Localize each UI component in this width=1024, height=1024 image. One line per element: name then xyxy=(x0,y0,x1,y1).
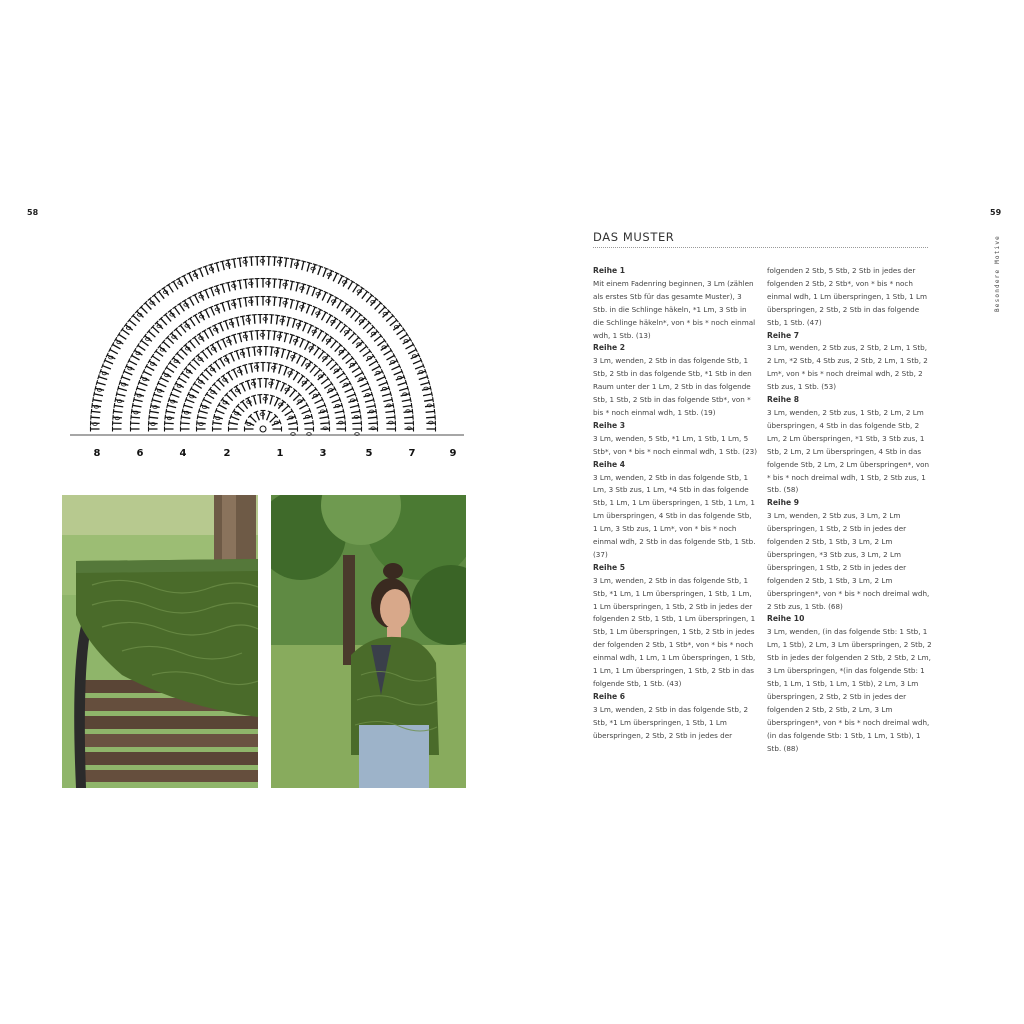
stitch-symbol xyxy=(102,363,111,369)
chart-row-number: 2 xyxy=(223,448,231,459)
stitch-symbol xyxy=(267,331,272,340)
stitch-symbol xyxy=(276,347,281,356)
stitch-symbol xyxy=(289,368,295,377)
stitch-symbol xyxy=(330,392,339,398)
stitch-symbol xyxy=(281,349,286,358)
row-block-3 xyxy=(593,420,758,459)
stitch-symbol xyxy=(305,427,314,436)
row-block-7 xyxy=(767,330,932,395)
stitch-symbol xyxy=(202,397,211,403)
stitch-symbol xyxy=(239,382,245,391)
stitch-symbol xyxy=(237,298,242,307)
stitch-symbol xyxy=(228,352,234,361)
row-block-4 xyxy=(593,459,758,562)
stitch-symbol xyxy=(402,397,411,402)
row-title: Reihe 1 xyxy=(593,266,626,275)
stitch-symbol xyxy=(406,342,415,349)
stitch-symbol xyxy=(139,305,147,313)
stitch-symbol xyxy=(306,304,312,313)
stitch-symbol xyxy=(165,415,174,420)
stitch-symbol xyxy=(266,297,271,306)
row-text: 3 Lm, wenden, 2 Stb zus, 2 Stb, 2 Lm, 1 Stb, 2 Lm, *2 Stb, 4 Stb zus, 2 Stb, 2 Lm, 1 Stb, 2 Lm*, von * bis * noch dreimal wdh, 2 Stb, 2 Stb zus, 1 Stb. (53) xyxy=(767,343,928,392)
running-head: Besondere Motive xyxy=(994,235,1001,312)
stitch-symbol xyxy=(310,364,318,373)
stitch-symbol xyxy=(306,360,313,369)
stitch-symbol xyxy=(296,260,301,269)
stitch-symbol xyxy=(273,363,278,372)
stitch-symbol xyxy=(264,347,269,356)
stitch-symbol xyxy=(284,298,289,307)
stitch-symbol xyxy=(288,420,297,425)
stitch-symbol xyxy=(261,363,266,372)
stitch-symbol xyxy=(197,420,206,425)
stitch-symbol xyxy=(382,391,391,396)
stitch-symbol xyxy=(278,332,283,341)
stitch-symbol xyxy=(368,415,377,420)
stitch-symbol xyxy=(121,375,130,380)
stitch-symbol xyxy=(384,348,393,355)
stitch-symbol xyxy=(293,371,300,380)
stitch-symbol xyxy=(322,311,329,320)
row-title: Reihe 8 xyxy=(767,395,800,405)
row-text: 3 Lm, wenden, 2 Stb in das folgende Stb, 1 Stb, 2 Stb in das folgende Stb, *1 Stb in den Raum unter der 1 Lm, 2 Stb in das folgende Stb, 1 Stb, 2 Stb in das folgende Stb*, von * bis * noch einmal wdh, 1 Stb. (19) xyxy=(593,356,752,417)
stitch-symbol xyxy=(162,370,171,377)
stitch-symbol xyxy=(136,386,145,391)
stitch-symbol xyxy=(214,414,223,419)
stitch-symbol xyxy=(149,415,158,420)
row-block-2 xyxy=(593,342,758,419)
stitch-symbol xyxy=(203,289,209,298)
stitch-symbol xyxy=(175,352,184,360)
stitch-symbol xyxy=(315,397,324,403)
stitch-symbol xyxy=(352,421,361,426)
stitch-symbol xyxy=(203,309,209,318)
row-text: 3 Lm, wenden, 2 Stb zus, 3 Lm, 2 Lm überspringen, 1 Stb, 2 Stb in jedes der folgenden 2 Stb, 1 Stb, 3 Lm, 2 Lm überspringen, *3 Stb zus, 3 Lm, 2 Lm überspringen, 1 Stb, 2 Stb in jedes der folgenden 2 Stb, 1 Stb, 3 Lm, 2 Lm überspringen*, von * bis * noch dreimal wdh, 2 Stb zus, 1 Stb. (68) xyxy=(767,511,930,611)
stitch-symbol xyxy=(151,354,160,361)
stitch-symbol xyxy=(229,427,238,432)
stitch-symbol xyxy=(371,297,379,306)
stitch-symbol xyxy=(131,421,140,426)
stitch-symbol xyxy=(303,322,309,331)
stitch-symbol xyxy=(326,336,333,345)
stitch-symbol xyxy=(251,379,256,388)
row-block-9 xyxy=(767,497,932,613)
stitch-symbol xyxy=(181,421,190,426)
stitch-symbol xyxy=(306,382,314,390)
stitch-symbol xyxy=(426,409,435,414)
stitch-symbol xyxy=(299,403,308,410)
stitch-symbol xyxy=(273,427,282,432)
row-text: 3 Lm, wenden, 5 Stb, *1 Lm, 1 Stb, 1 Lm, 5 Stb*, von * bis * noch einmal wdh, 1 Stb. (23) xyxy=(593,433,758,456)
stitch-symbol xyxy=(270,395,275,404)
stitch-symbol xyxy=(331,317,338,326)
stitch-symbol xyxy=(281,316,286,325)
chart-row-number: 6 xyxy=(136,448,144,459)
stitch-symbol xyxy=(337,427,346,432)
stitch-symbol xyxy=(337,371,346,378)
stitch-symbol xyxy=(257,378,262,387)
chart-row-number: 9 xyxy=(449,448,457,459)
stitch-symbol xyxy=(242,364,247,373)
stitch-symbol xyxy=(91,415,100,420)
stitch-symbol xyxy=(166,409,175,414)
stitch-symbol xyxy=(314,347,321,356)
stitch-symbol xyxy=(132,403,141,408)
stitch-symbol xyxy=(419,374,428,379)
page-number-right: 59 xyxy=(990,208,1002,217)
stitch-symbol xyxy=(359,317,367,325)
stitch-symbol xyxy=(386,415,395,424)
stitch-symbol xyxy=(350,403,359,408)
row-text: Mit einem Fadenring beginnen, 3 Lm (zählen als erstes Stb für das gesamte Muster), 3 Stb. in die Schlinge häkeln, *1 Lm, 3 Stb in die Schlinge häkeln*, von * bis * noch einmal wdh, 1 Stb. (13) xyxy=(593,278,756,340)
stitch-symbol xyxy=(289,427,298,436)
row-text: 3 Lm, wenden, 2 Stb zus, 1 Stb, 2 Lm, 2 Lm überspringen, 4 Stb in das folgende Stb, 2 Lm, 2 Lm überspringen, *1 Stb, 3 Stb zus, 1 Stb, 2 Lm, 2 Lm überspringen, 4 Stb in das folgende Stb, 2 Lm, 2 Lm überspringen*, von * bis * noch dreimal wdh, 1 Stb, 2 Stb zus, 1 Stb. (58) xyxy=(767,407,930,495)
stitch-symbol xyxy=(320,420,329,429)
stitch-symbol xyxy=(348,280,355,289)
stitch-symbol xyxy=(225,393,233,401)
stitch-symbol xyxy=(360,381,369,387)
stitch-symbol xyxy=(152,294,160,303)
stitch-symbol xyxy=(131,427,140,432)
stitch-symbol xyxy=(290,281,295,290)
stitch-symbol xyxy=(197,268,203,277)
stitch-symbol xyxy=(284,258,289,267)
stitch-symbol xyxy=(351,309,359,318)
chart-center-ring xyxy=(260,426,266,432)
stitch-symbol xyxy=(404,421,413,430)
stitch-symbol xyxy=(413,358,422,364)
stitch-symbol xyxy=(352,365,361,372)
stitch-symbol xyxy=(269,315,274,324)
stitch-symbol xyxy=(328,270,334,279)
chart-row-number: 1 xyxy=(276,448,284,459)
photo-woman-wearing-shawl xyxy=(271,495,466,788)
stitch-symbol xyxy=(131,409,140,414)
stitch-symbol xyxy=(346,306,353,315)
stitch-symbol xyxy=(278,400,285,409)
stitch-symbol xyxy=(375,301,383,309)
stitch-symbol xyxy=(220,284,225,293)
stitch-symbol xyxy=(200,350,208,359)
stitch-symbol xyxy=(285,385,292,394)
stitch-symbol xyxy=(278,257,283,266)
stitch-symbol xyxy=(188,340,196,349)
stitch-symbol xyxy=(152,397,161,402)
page-number-left: 58 xyxy=(27,208,39,217)
stitch-symbol xyxy=(116,391,125,396)
stitch-symbol xyxy=(365,397,374,402)
stitch-symbol xyxy=(246,347,251,356)
stitch-symbol xyxy=(168,309,176,318)
chart-row-number: 3 xyxy=(319,448,327,459)
stitch-symbol xyxy=(128,318,137,326)
stitch-symbol xyxy=(270,379,275,388)
section-title: DAS MUSTER xyxy=(593,230,928,248)
stitch-symbol xyxy=(177,376,186,383)
instructions-column-1 xyxy=(593,265,758,743)
stitch-symbol xyxy=(165,427,174,432)
stitch-symbol xyxy=(213,427,222,432)
stitch-symbol xyxy=(255,297,260,306)
stitch-symbol xyxy=(326,358,334,366)
stitch-symbol xyxy=(249,257,254,266)
stitch-symbol xyxy=(264,394,269,403)
stitch-symbol xyxy=(304,420,313,425)
row-block-8 xyxy=(767,394,932,497)
stitch-symbol xyxy=(190,386,199,393)
stitch-symbol xyxy=(292,352,298,361)
stitch-symbol xyxy=(252,315,257,324)
stitch-symbol xyxy=(369,359,378,366)
stitch-symbol xyxy=(386,314,395,322)
stitch-symbol xyxy=(181,427,190,432)
stitch-symbol xyxy=(423,392,432,397)
stitch-symbol xyxy=(344,328,352,336)
stitch-symbol xyxy=(96,380,105,385)
stitch-symbol xyxy=(251,395,256,404)
stitch-symbol xyxy=(339,347,347,355)
stitch-symbol xyxy=(337,299,344,308)
stitch-symbol xyxy=(92,403,101,408)
stitch-symbol xyxy=(302,378,310,386)
row-block-6-continued xyxy=(767,265,932,330)
stitch-symbol xyxy=(387,427,396,432)
stitch-symbol xyxy=(215,408,224,414)
stitch-symbol xyxy=(231,259,236,268)
row-text: folgenden 2 Stb, 5 Stb, 2 Stb in jedes der folgenden 2 Stb, 2 Stb*, von * bis * noch einmal wdh, 1 Lm überspringen, 1 Stb, 1 Lm überspringen, 2 Stb, 2 Stb in das folgende Stb, 1 Stb. (47) xyxy=(767,266,928,327)
stitch-symbol xyxy=(284,280,289,289)
row-title: Reihe 2 xyxy=(593,343,626,353)
stitch-symbol xyxy=(148,359,157,366)
stitch-symbol xyxy=(135,391,144,396)
row-title: Reihe 9 xyxy=(767,498,800,508)
chart-row-number: 5 xyxy=(365,448,373,459)
stitch-symbol xyxy=(336,320,343,329)
stitch-symbol xyxy=(266,279,271,288)
stitch-symbol xyxy=(113,427,122,432)
stitch-symbol xyxy=(272,279,277,288)
stitch-symbol xyxy=(109,347,118,353)
chart-row-number: 4 xyxy=(179,448,187,459)
stitch-symbol xyxy=(332,297,339,306)
stitch-symbol xyxy=(343,277,350,286)
stitch-symbol xyxy=(208,364,216,373)
stitch-symbol xyxy=(170,392,179,398)
chart-row-number: 8 xyxy=(93,448,101,459)
stitch-symbol xyxy=(229,420,238,425)
stitch-symbol xyxy=(200,403,209,409)
instructions-column-2 xyxy=(767,265,932,755)
stitch-symbol xyxy=(261,411,266,420)
stitch-symbol xyxy=(353,427,362,436)
stitch-symbol xyxy=(383,309,391,317)
stitch-symbol xyxy=(220,302,225,311)
stitch-symbol xyxy=(300,338,306,347)
stitch-symbol xyxy=(266,257,271,266)
stitch-symbol xyxy=(313,327,319,336)
row-title: Reihe 3 xyxy=(593,420,626,430)
stitch-symbol xyxy=(143,369,152,375)
crochet-chart-diagram xyxy=(60,232,474,467)
crochet-chart-svg xyxy=(60,232,474,467)
stitch-symbol xyxy=(333,272,339,281)
stitch-symbol xyxy=(231,334,236,343)
stitch-symbol xyxy=(147,329,156,337)
stitch-symbol xyxy=(137,343,146,350)
stitch-symbol xyxy=(317,330,324,339)
stitch-symbol xyxy=(159,317,167,325)
stitch-symbol xyxy=(276,380,281,389)
row-text: 3 Lm, wenden, 2 Stb in das folgende Stb, 2 Stb, *1 Lm überspringen, 1 Stb, 1 Lm überspringen, 2 Stb, 2 Stb in jedes der xyxy=(593,704,749,740)
stitch-symbol xyxy=(133,348,142,355)
row-title: Reihe 10 xyxy=(767,614,805,624)
stitch-symbol xyxy=(318,372,326,380)
row-title: Reihe 5 xyxy=(593,562,626,572)
stitch-symbol xyxy=(397,328,406,335)
stitch-symbol xyxy=(149,421,158,426)
stitch-symbol xyxy=(188,362,196,370)
photo-shawl-on-bench xyxy=(62,495,258,788)
stitch-symbol xyxy=(290,389,298,398)
stitch-symbol xyxy=(93,397,102,402)
stitch-symbol xyxy=(307,285,312,294)
row-title: Reihe 6 xyxy=(593,691,626,701)
stitch-symbol xyxy=(335,409,344,414)
stitch-symbol xyxy=(114,337,123,344)
stitch-symbol xyxy=(221,374,228,383)
stitch-symbol xyxy=(322,291,328,300)
stitch-symbol xyxy=(318,266,323,275)
stitch-symbol xyxy=(212,382,220,390)
stitch-symbol xyxy=(249,331,254,340)
stitch-symbol xyxy=(427,427,436,432)
stitch-symbol xyxy=(267,411,273,420)
stitch-symbol xyxy=(119,380,128,385)
stitch-symbol xyxy=(218,322,224,331)
row-text: 3 Lm, wenden, 2 Stb in das folgende Stb, 1 Stb, *1 Lm, 1 Lm überspringen, 1 Stb, 1 Lm, 1 Lm überspringen, 1 Stb, 2 Stb in jedes der folgenden 2 Stb, 1 Stb, 1 Lm überspringen, 1 Stb, 1 Lm überspringen, 1 Stb, 2 Stb in jedes der folgenden 2 Stb, 1 Stb*, von * bis * noch einmal wdh, 1 Lm, 1 Lm überspringen, 1 Stb, 1 Lm, 1 Lm überspringen, 1 Stb, 2 Stb in das folgende Stb, 1 Stb. (43) xyxy=(593,575,756,688)
stitch-symbol xyxy=(362,290,369,299)
chart-row-number: 7 xyxy=(408,448,416,459)
stitch-symbol xyxy=(287,317,292,326)
stitch-symbol xyxy=(200,372,208,380)
stitch-symbol xyxy=(333,403,342,408)
stitch-symbol xyxy=(157,381,166,387)
stitch-symbol xyxy=(248,414,256,422)
stitch-symbol xyxy=(237,280,242,289)
stitch-symbol xyxy=(392,364,401,370)
stitch-symbol xyxy=(165,365,174,372)
row-block-5 xyxy=(593,562,758,691)
stitch-symbol xyxy=(301,261,306,270)
stitch-symbol xyxy=(322,354,330,362)
stitch-symbol xyxy=(398,380,407,385)
stitch-symbol xyxy=(272,297,277,306)
stitch-symbol xyxy=(255,279,260,288)
row-title: Reihe 7 xyxy=(767,330,800,340)
stitch-symbol xyxy=(317,309,323,318)
stitch-symbol xyxy=(162,340,170,348)
stitch-symbol xyxy=(363,321,371,329)
stitch-symbol xyxy=(183,403,192,408)
stitch-symbol xyxy=(284,333,289,342)
stitch-symbol xyxy=(279,364,284,373)
row-block-1 xyxy=(593,265,758,342)
stitch-symbol xyxy=(368,421,377,430)
row-block-10 xyxy=(767,613,932,755)
row-text: 3 Lm, wenden, (in das folgende Stb: 1 Stb, 1 Lm, 1 Stb), 2 Lm, 3 Lm überspringen, 2 Stb, 2 Stb in jedes der folgenden 2 Stb, 2 Stb, 2 Lm, 3 Lm überspringen, *(in das folgende Stb: 1 Stb, 1 Lm, 1 Stb, 1 Lm, 1 Stb), 2 Lm, 3 Lm überspringen, 2 Stb, 2 Stb in jedes der folgenden 2 Stb, 2 Stb, 2 Lm, 3 Lm überspringen*, von * bis * noch dreimal wdh, (in das folgende Stb: 1 Stb, 1 Lm, 1 Stb), 1 Stb. (88) xyxy=(767,627,932,753)
stitch-symbol xyxy=(236,404,244,412)
stitch-symbol xyxy=(113,409,122,414)
stitch-symbol xyxy=(234,317,239,326)
stitch-symbol xyxy=(377,375,386,381)
stitch-symbol xyxy=(174,328,182,336)
stitch-symbol xyxy=(320,414,329,419)
stitch-symbol xyxy=(290,299,295,308)
stitch-symbol xyxy=(197,414,206,419)
stitch-symbol xyxy=(309,343,316,352)
row-block-6 xyxy=(593,691,758,743)
row-text: 3 Lm, wenden, 2 Stb in das folgende Stb, 1 Lm, 3 Stb zus, 1 Lm, *4 Stb in das folgende Stb, 1 Lm, 1 Lm überspringen, 1 Stb, 1 Lm, 1 Lm überspringen, 4 Stb in das folgende Stb, 1 Lm, 3 Stb zus, 1 Lm*, von * bis * noch einmal wdh, 2 Stb in das folgende Stb, 1 Stb. (37) xyxy=(593,472,756,559)
stitch-symbol xyxy=(331,340,339,349)
stitch-symbol xyxy=(113,415,122,420)
stitch-symbol xyxy=(117,332,126,339)
stitch-symbol xyxy=(385,409,394,414)
stitch-symbol xyxy=(318,408,327,413)
stitch-symbol xyxy=(272,420,281,426)
stitch-symbol xyxy=(348,332,356,340)
stitch-symbol xyxy=(100,369,109,374)
stitch-symbol xyxy=(404,415,413,420)
stitch-symbol xyxy=(297,355,303,364)
stitch-symbol xyxy=(214,262,219,271)
stitch-symbol xyxy=(357,287,364,296)
row-title: Reihe 4 xyxy=(593,459,626,469)
stitch-symbol xyxy=(345,386,354,392)
stitch-symbol xyxy=(371,329,380,337)
stitch-symbol xyxy=(91,421,100,426)
stitch-symbol xyxy=(128,358,137,364)
